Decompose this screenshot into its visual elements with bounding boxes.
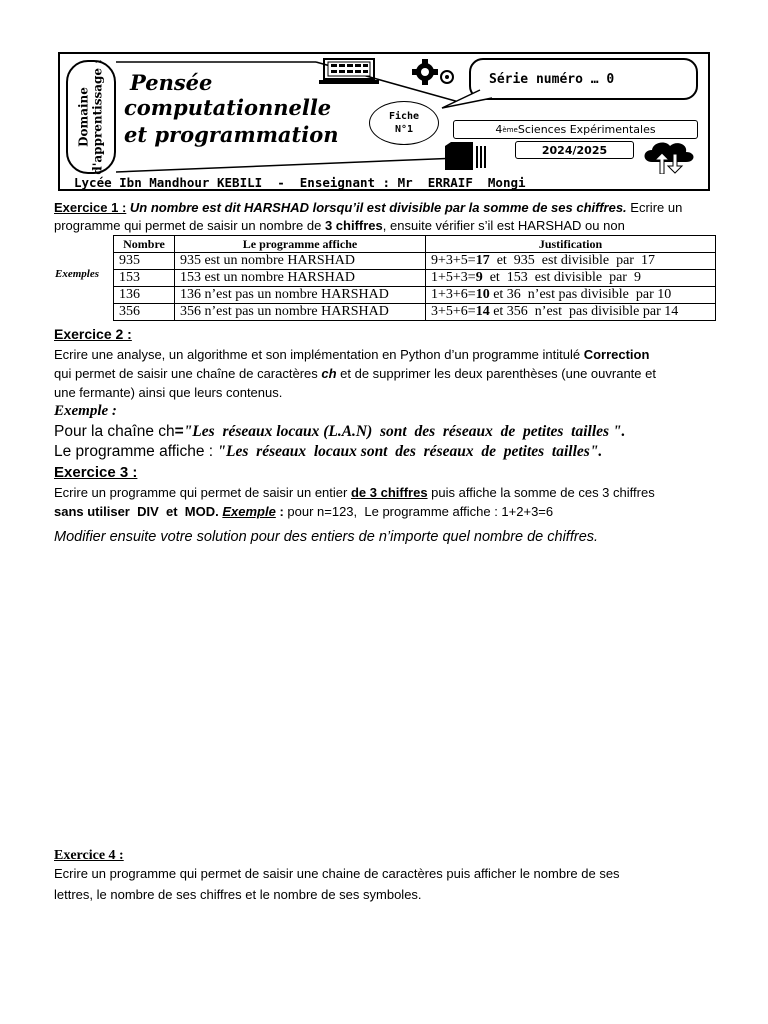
ex2-line2-mid: et de supprimer les deux parenthèses ( <box>336 366 566 381</box>
fiche-badge <box>369 101 439 145</box>
just-text: et 36 n’est pas divisible par 10 <box>489 287 672 302</box>
cell-affiche: 356 n’est pas un nombre HARSHAD <box>175 304 426 321</box>
ex2-line2 <box>54 365 656 382</box>
just-sum: 1+3+6= <box>431 287 476 302</box>
ex1-definition: Un nombre est dit HARSHAD lorsqu’il est divisible par la somme de ses chiffres. <box>126 200 627 215</box>
just-total: 14 <box>475 304 490 319</box>
serie-label: Série numéro … 0 <box>489 71 615 87</box>
ex4-line1: Ecrire un programme qui permet de saisir une chaine de caractères puis afficher le nombre de ses <box>54 866 620 881</box>
ex2-example-input: "Les réseaux locaux (L.A.N) sont des réseaux de petites tailles ". <box>183 423 626 440</box>
cell-nombre: 153 <box>114 270 175 287</box>
ex3-line1 <box>54 484 655 501</box>
ex2-example-line1 <box>54 422 625 442</box>
just-sum: 3+5+6= <box>431 304 476 319</box>
ex4-title: Exercice 4 : <box>54 848 124 863</box>
just-sum: 9+3+5= <box>431 253 476 268</box>
serie-bubble <box>469 58 698 100</box>
col-header-justification: Justification <box>426 236 716 253</box>
table-header-row <box>114 236 716 253</box>
title-line-2: computationnelle <box>124 95 332 120</box>
ex2-line3: une fermante) ainsi que leurs contenus. <box>54 385 283 400</box>
cell-justification <box>426 304 716 321</box>
bubble-tail <box>440 88 500 110</box>
domain-label-line1: Domaine <box>77 87 92 147</box>
ex3-dot: . <box>215 504 223 519</box>
harshad-table <box>113 235 716 321</box>
cloud-transfer-icon <box>640 138 696 174</box>
domain-label <box>66 60 116 174</box>
ex1-statement-line2 <box>54 217 625 234</box>
just-total: 9 <box>475 270 483 285</box>
just-text: et 356 n’est pas divisible par 14 <box>489 304 679 319</box>
cell-nombre: 356 <box>114 304 175 321</box>
cell-nombre: 136 <box>114 287 175 304</box>
sd-card-icon <box>443 142 489 172</box>
cell-affiche: 153 est un nombre HARSHAD <box>175 270 426 287</box>
ex3-constraint: sans utiliser DIV et MOD <box>54 504 216 519</box>
just-total: 17 <box>475 253 490 268</box>
gears-icon <box>410 58 458 88</box>
ex1-statement-end: Ecrire un <box>626 200 683 215</box>
cell-justification <box>426 287 716 304</box>
ex1-line2-part1: programme qui permet de saisir un nombre de <box>54 218 325 233</box>
ex3-line1-text: Ecrire un programme qui permet de saisir un entier <box>54 485 351 500</box>
level-sup: ème <box>502 125 518 134</box>
ex2-line2-text: qui permet de saisir une chaîne de caractères <box>54 366 322 381</box>
header-footer-line: Lycée Ibn Mandhour KEBILI - Enseignant : Mr ERRAIF Mongi <box>74 175 526 190</box>
ex2-line2-end: une ouvrante et <box>565 366 656 381</box>
cell-justification <box>426 253 716 270</box>
ex3-line1-end: puis affiche la somme de ces 3 chiffres <box>427 485 655 500</box>
ex1-line2-bold: 3 chiffres <box>324 218 383 233</box>
table-row <box>114 304 716 321</box>
ex2-example-line2 <box>54 442 602 462</box>
fiche-label: Fiche <box>388 111 420 122</box>
level-box <box>453 120 698 139</box>
table-row <box>114 287 716 304</box>
ex2-var-ch: ch <box>321 366 337 381</box>
just-text: et 935 est divisible par 17 <box>489 253 655 268</box>
ex1-statement-line1 <box>54 199 682 216</box>
ex2-example-eq: = <box>174 423 184 440</box>
fiche-number: N°1 <box>394 124 414 135</box>
examples-label: Exemples <box>55 268 99 280</box>
ex3-example-text: pour n=123, Le programme affiche : 1+2+3=6 <box>283 504 554 519</box>
ex3-title: Exercice 3 : <box>54 464 138 481</box>
just-text: et 153 est divisible par 9 <box>482 270 641 285</box>
ex4-line2: lettres, le nombre de ses chiffres et le nombre de ses symboles. <box>54 887 422 902</box>
computer-icon <box>318 58 380 86</box>
cell-justification <box>426 270 716 287</box>
level-num: 4 <box>495 123 503 136</box>
cell-affiche: 136 n’est pas un nombre HARSHAD <box>175 287 426 304</box>
ex2-line1 <box>54 346 649 363</box>
ex3-line2 <box>54 503 553 520</box>
ex2-title: Exercice 2 : <box>54 326 132 342</box>
ex3-colon: : <box>275 504 284 519</box>
title-line-3: et programmation <box>124 122 339 147</box>
school-year-text: 2024/2025 <box>541 143 608 157</box>
table-row <box>114 270 716 287</box>
ex2-example-output-intro: Le programme affiche : <box>54 443 218 460</box>
col-header-programme: Le programme affiche <box>175 236 426 253</box>
ex2-example-intro: Pour la chaîne ch <box>54 423 175 440</box>
ex3-example-label: Exemple <box>222 504 276 519</box>
cell-affiche: 935 est un nombre HARSHAD <box>175 253 426 270</box>
cell-nombre: 935 <box>114 253 175 270</box>
level-text: Sciences Expérimentales <box>517 123 656 136</box>
school-year <box>515 141 634 159</box>
ex2-program-name: Correction <box>583 347 650 362</box>
ex3-digits: de 3 chiffres <box>350 485 428 500</box>
just-total: 10 <box>475 287 490 302</box>
ex2-line1-text: Ecrire une analyse, un algorithme et son implémentation en Python d’un programme intitulé <box>54 347 584 362</box>
just-sum: 1+5+3= <box>431 270 476 285</box>
title-line-1: Pensée <box>130 70 213 95</box>
ex2-example-label: Exemple : <box>54 403 117 419</box>
col-header-nombre: Nombre <box>114 236 175 253</box>
ex2-example-output: "Les réseaux locaux sont des réseaux de petites tailles". <box>217 443 603 460</box>
ex1-title: Exercice 1 : <box>54 200 127 215</box>
ex1-line2-part2: , ensuite vérifier s’il est HARSHAD ou non <box>382 218 625 233</box>
table-row <box>114 253 716 270</box>
ex3-line3: Modifier ensuite votre solution pour des entiers de n’importe quel nombre de chiffres. <box>54 529 599 545</box>
domain-label-line2: d'apprentissage : <box>91 59 106 175</box>
